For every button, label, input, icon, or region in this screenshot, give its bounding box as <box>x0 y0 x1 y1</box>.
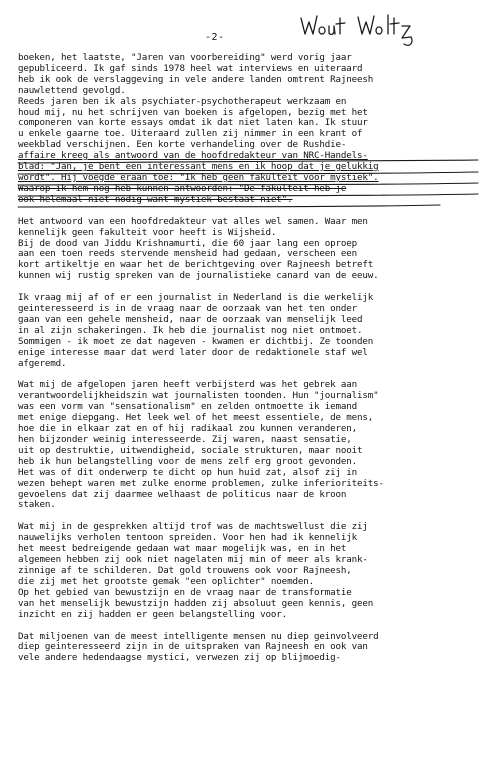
text-line: Sommigen - ik moet ze dat nageven - kwamen er dichtbij. Ze toonden <box>18 335 374 347</box>
text-line: gaan van een gehele mensheid, naar de oorzaak van menselijk leed <box>18 313 363 325</box>
text-line: Dat miljoenen van de meest intelligente mensen nu diep geinvolveerd <box>18 630 379 642</box>
text-line: staken. <box>18 499 56 511</box>
text-line: wezen behept waren met zulke enorme problemen, zulke inferioriteits- <box>18 477 384 489</box>
text-line: vele andere hedendaagse mystici, verwezen zij op blijmoedig- <box>18 652 341 664</box>
paragraph-2 <box>18 217 480 282</box>
text-line: zinnige af te schilderen. Dat gold trouwens ook voor Rajneesh, <box>18 564 352 576</box>
text-line: hen bijzonder weinig interesseerde. Zij waren, naast sensatie, <box>18 434 352 445</box>
text-line: het meest bedreigende gedaan wat maar mogelijk was, en in het <box>18 543 347 555</box>
struck-text-line: ook helemaal niet nodig want mystiek bestaat niet". <box>18 193 293 205</box>
page-number: -2- <box>205 32 225 43</box>
paragraph-6 <box>18 632 480 665</box>
text-line: Het was of dit onderwerp te dicht op hun huid zat, alsof zij in <box>18 466 358 478</box>
text-line: in al zijn schakeringen. Ik heb die journalist nog niet ontmoet. <box>18 324 363 336</box>
underlined-text-line: blad: "Jan, je bent een interessant mens en ik hoop dat je gelukkig <box>18 161 379 173</box>
text-line: boeken, het laatste, "Jaren van voorbereiding" werd vorig jaar <box>18 52 352 63</box>
handwritten-signature <box>298 12 458 52</box>
text-line: gepubliceerd. Ik gaf sinds 1978 heel wat interviews en uiteraard <box>18 62 363 74</box>
text-line: gevoelens dat zij daarmee welhaast de politicus naar de kroon <box>18 488 347 500</box>
text-line: u enkele gaarne toe. Uiteraard zullen zij nimmer in een krant of <box>18 128 363 140</box>
text-line: verantwoordelijkheidszin wat journalisten toonden. Hun "journalism" <box>18 390 379 402</box>
text-line: diep geinteresseerd zijn in de uitspraken van Rajneesh en ook van <box>18 641 368 653</box>
text-line: nauwelijks verholen tentoon spreiden. Voor hen had ik kennelijk <box>18 532 358 544</box>
underlined-text-line: wordt". Hij voegde eraan toe: "Ik heb geen fakulteit voor mystiek". <box>18 171 379 183</box>
text-line: geinteresseerd is in de vraag naar de oorzaak van het ten onder <box>18 303 358 315</box>
text-line: Het antwoord van een hoofdredakteur vat alles wel samen. Waar men <box>18 215 368 227</box>
text-line: heb ik ook de verslaggeving in vele andere landen omtrent Rajneesh <box>18 73 374 85</box>
paragraph-1 <box>18 53 480 206</box>
text-line: hoe die in elkaar zat en of hij radikaal zou kunnen veranderen, <box>18 423 358 435</box>
text-line: kennelijk geen fakulteit voor heeft is Wijsheid. <box>18 226 277 238</box>
text-line: weekblad verschijnen. Een korte verhandeling over de Rushdie- <box>18 139 347 151</box>
text-line: algemeen hebben zij ook niet nagelaten mij min of meer als krank- <box>18 554 368 566</box>
text-line: heb ik hun belangstelling voor de mens zelf erg groot gevonden. <box>18 455 358 467</box>
text-line: met enige diepgang. Het leek wel of het meest essentiele, de mens, <box>18 412 374 424</box>
text-line: Bij de dood van Jiddu Krishnamurti, die 60 jaar lang een oproep <box>18 237 358 249</box>
text-line: houd mij, nu het schrijven van boeken is afgelopen, bezig met het <box>18 106 368 118</box>
text-line: afgeremd. <box>18 357 67 369</box>
text-line: kunnen wij rustig spreken van de journalistieke canard van de eeuw. <box>18 270 379 282</box>
text-line: kort artikeltje en waar het de berichtgeving over Rajneesh betreft <box>18 259 374 271</box>
struck-text-line: Waarop ik hem nog heb kunnen antwoorden: "De fakulteit heb je <box>18 182 347 194</box>
text-line: Wat mij de afgelopen jaren heeft verbijsterd was het gebrek aan <box>18 379 358 391</box>
paragraph-4 <box>18 380 480 511</box>
text-line: Reeds jaren ben ik als psychiater-psychotherapeut werkzaam en <box>18 95 347 107</box>
text-line: enige interesse maar dat werd later door de redaktionele staf wel <box>18 346 368 358</box>
text-line: componeren van korte essays omdat ik dat niet laten kan. Ik stuur <box>18 117 368 129</box>
text-line: uit op destruktie, uitwendigheid, sociale strukturen, maar nooit <box>18 444 363 456</box>
paragraph-5 <box>18 522 480 620</box>
text-line: nauwlettend gevolgd. <box>18 84 126 96</box>
text-line: van het menselijk bewustzijn hadden zij absoluut geen kennis, geen <box>18 597 374 609</box>
text-line: Ik vraag mij af of er een journalist in Nederland is die werkelijk <box>18 292 374 304</box>
underlined-text-line: affaire kreeg als antwoord van de hoofdredakteur van NRC-Handels- <box>18 150 368 162</box>
text-line: aan een toen reeds stervende mensheid had gedaan, verscheen een <box>18 248 358 260</box>
text-line: die zij met het grootste gemak "een oplichter" noemden. <box>18 575 314 587</box>
text-line: was een vorm van "sensationalism" en zelden ontmoette ik iemand <box>18 401 358 413</box>
text-line: Op het gebied van bewustzijn en de vraag naar de transformatie <box>18 586 352 598</box>
text-line: Wat mij in de gesprekken altijd trof was de machtswellust die zij <box>18 521 368 533</box>
text-line: inzicht en zij hadden er geen belangstelling voor. <box>18 608 288 620</box>
paragraph-3 <box>18 293 480 369</box>
letter-body <box>18 53 480 675</box>
